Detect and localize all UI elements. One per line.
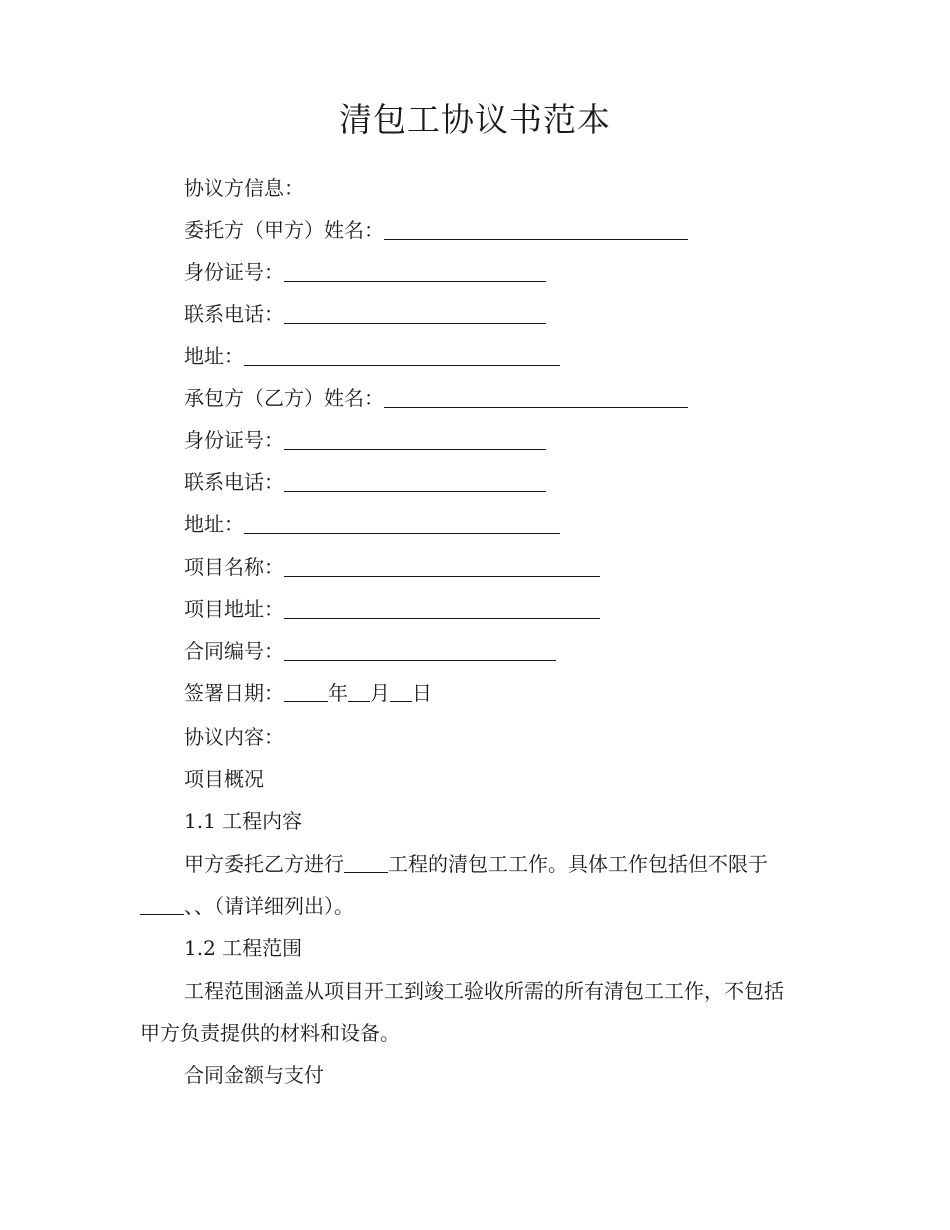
paragraph-1-1-part-c: 、、（请详细列出）。 <box>184 894 354 918</box>
party-b-name-blank <box>384 385 688 408</box>
party-b-phone-blank <box>284 469 546 492</box>
party-b-id-field <box>184 425 546 455</box>
heading-1-2: 1.2 工程范围 <box>184 936 303 960</box>
work-items-blank <box>140 894 184 915</box>
project-address-blank <box>284 596 600 619</box>
project-name-blank <box>284 554 600 577</box>
sign-month-label: 月 <box>370 681 390 705</box>
heading-1-1: 1.1 工程内容 <box>184 809 303 833</box>
work-type-blank <box>344 852 388 873</box>
party-a-phone-blank <box>284 301 546 324</box>
party-b-address-blank <box>244 511 560 534</box>
document-title: 清包工协议书范本 <box>339 100 611 139</box>
project-overview-heading: 项目概况 <box>184 767 264 791</box>
party-a-address-blank <box>244 343 560 366</box>
party-b-address-field <box>184 509 560 539</box>
contract-amount-heading: 合同金额与支付 <box>184 1063 324 1087</box>
section-party-info: 协议方信息： <box>184 176 304 200</box>
party-b-address-label: 地址： <box>184 512 244 536</box>
contract-number-blank <box>284 638 556 661</box>
party-a-phone-field <box>184 299 546 329</box>
paragraph-1-1-part-a: 甲方委托乙方进行 <box>184 852 344 876</box>
section-agreement-content: 协议内容： <box>184 725 284 749</box>
party-b-id-label: 身份证号： <box>184 428 284 452</box>
party-a-name-field <box>184 215 688 245</box>
party-a-id-field <box>184 257 546 287</box>
sign-date-field <box>184 678 432 708</box>
sign-date-label: 签署日期： <box>184 681 284 705</box>
party-a-address-label: 地址： <box>184 344 244 368</box>
sign-year-label: 年 <box>328 681 348 705</box>
paragraph-1-1-part-b: 工程的清包工工作。具体工作包括但不限于 <box>388 852 768 876</box>
project-name-field <box>184 552 600 582</box>
sign-day-blank <box>390 681 412 702</box>
paragraph-1-2: 工程范围涵盖从项目开工到竣工验收所需的所有清包工工作，不包括甲方负责提供的材料和设备。 <box>140 979 784 1045</box>
party-b-name-field <box>184 383 688 413</box>
party-a-phone-label: 联系电话： <box>184 302 284 326</box>
project-address-field <box>184 594 600 624</box>
party-a-name-label: 委托方（甲方）姓名： <box>184 218 384 242</box>
party-a-address-field <box>184 341 560 371</box>
project-address-label: 项目地址： <box>184 597 284 621</box>
party-b-phone-label: 联系电话： <box>184 470 284 494</box>
project-name-label: 项目名称： <box>184 555 284 579</box>
party-b-id-blank <box>284 427 546 450</box>
paragraph-1-1 <box>140 843 800 927</box>
sign-year-blank <box>284 681 328 702</box>
sign-day-label: 日 <box>412 681 432 705</box>
party-a-id-blank <box>284 259 546 282</box>
party-b-name-label: 承包方（乙方）姓名： <box>184 386 384 410</box>
party-a-id-label: 身份证号： <box>184 260 284 284</box>
sign-month-blank <box>348 681 370 702</box>
party-b-phone-field <box>184 467 546 497</box>
contract-number-field <box>184 636 556 666</box>
contract-number-label: 合同编号： <box>184 639 284 663</box>
party-a-name-blank <box>384 217 688 240</box>
